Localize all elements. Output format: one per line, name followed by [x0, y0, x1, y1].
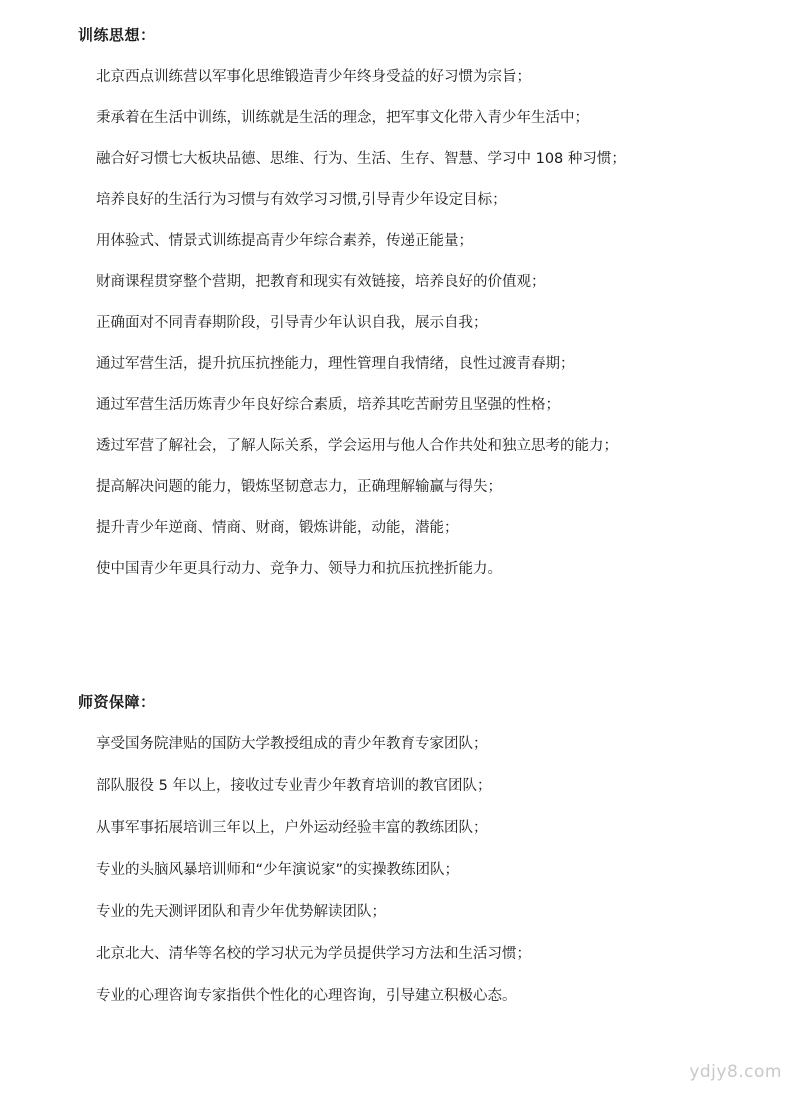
- list-item: 用体验式、情景式训练提高青少年综合素养，传递正能量；: [96, 233, 473, 249]
- list-item: 融合好习惯七大板块品德、思维、行为、生活、生存、智慧、学习中 108 种习惯；: [96, 151, 626, 167]
- training-philosophy-list: [0, 67, 800, 579]
- list-item: 秉承着在生活中训练，训练就是生活的理念，把军事文化带入青少年生活中；: [96, 110, 589, 126]
- list-item: 透过军营了解社会，了解人际关系，学会运用与他人合作共处和独立思考的能力；: [96, 438, 618, 454]
- list-item: 部队服役 5 年以上，接收过专业青少年教育培训的教官团队；: [96, 778, 492, 794]
- training-philosophy-heading: 训练思想：: [78, 26, 156, 44]
- list-item: 享受国务院津贴的国防大学教授组成的青少年教育专家团队；: [96, 736, 488, 752]
- faculty-guarantee-heading: 师资保障：: [78, 693, 156, 711]
- site-watermark: ydjy8.com: [689, 1062, 782, 1082]
- list-item: 通过军营生活，提升抗压抗挫能力，理性管理自我情绪，良性过渡青春期；: [96, 356, 575, 372]
- list-item: 北京北大、清华等名校的学习状元为学员提供学习方法和生活习惯；: [96, 946, 531, 962]
- list-item: 财商课程贯穿整个营期，把教育和现实有效链接，培养良好的价值观；: [96, 274, 546, 290]
- list-item: 培养良好的生活行为习惯与有效学习习惯,引导青少年设定目标；: [96, 192, 507, 208]
- faculty-guarantee-section: [0, 692, 800, 1028]
- list-item: 专业的心理咨询专家指供个性化的心理咨询，引导建立积极心态。: [96, 988, 517, 1004]
- list-item: 从事军事拓展培训三年以上，户外运动经验丰富的教练团队；: [96, 820, 488, 836]
- list-item: 专业的先天测评团队和青少年优势解读团队；: [96, 904, 386, 920]
- list-item: 提高解决问题的能力，锻炼坚韧意志力，正确理解输赢与得失；: [96, 479, 502, 495]
- list-item: 专业的头脑风暴培训师和“少年演说家”的实操教练团队；: [96, 862, 460, 878]
- training-philosophy-section: [0, 25, 800, 600]
- list-item: 通过军营生活历炼青少年良好综合素质，培养其吃苦耐劳且坚强的性格；: [96, 397, 560, 413]
- list-item: 北京西点训练营以军事化思维锻造青少年终身受益的好习惯为宗旨；: [96, 69, 531, 85]
- list-item: 正确面对不同青春期阶段，引导青少年认识自我，展示自我；: [96, 315, 488, 331]
- list-item: 使中国青少年更具行动力、竞争力、领导力和抗压抗挫折能力。: [96, 561, 502, 577]
- faculty-guarantee-list: [0, 734, 800, 1006]
- list-item: 提升青少年逆商、情商、财商，锻炼讲能，动能，潜能；: [96, 520, 459, 536]
